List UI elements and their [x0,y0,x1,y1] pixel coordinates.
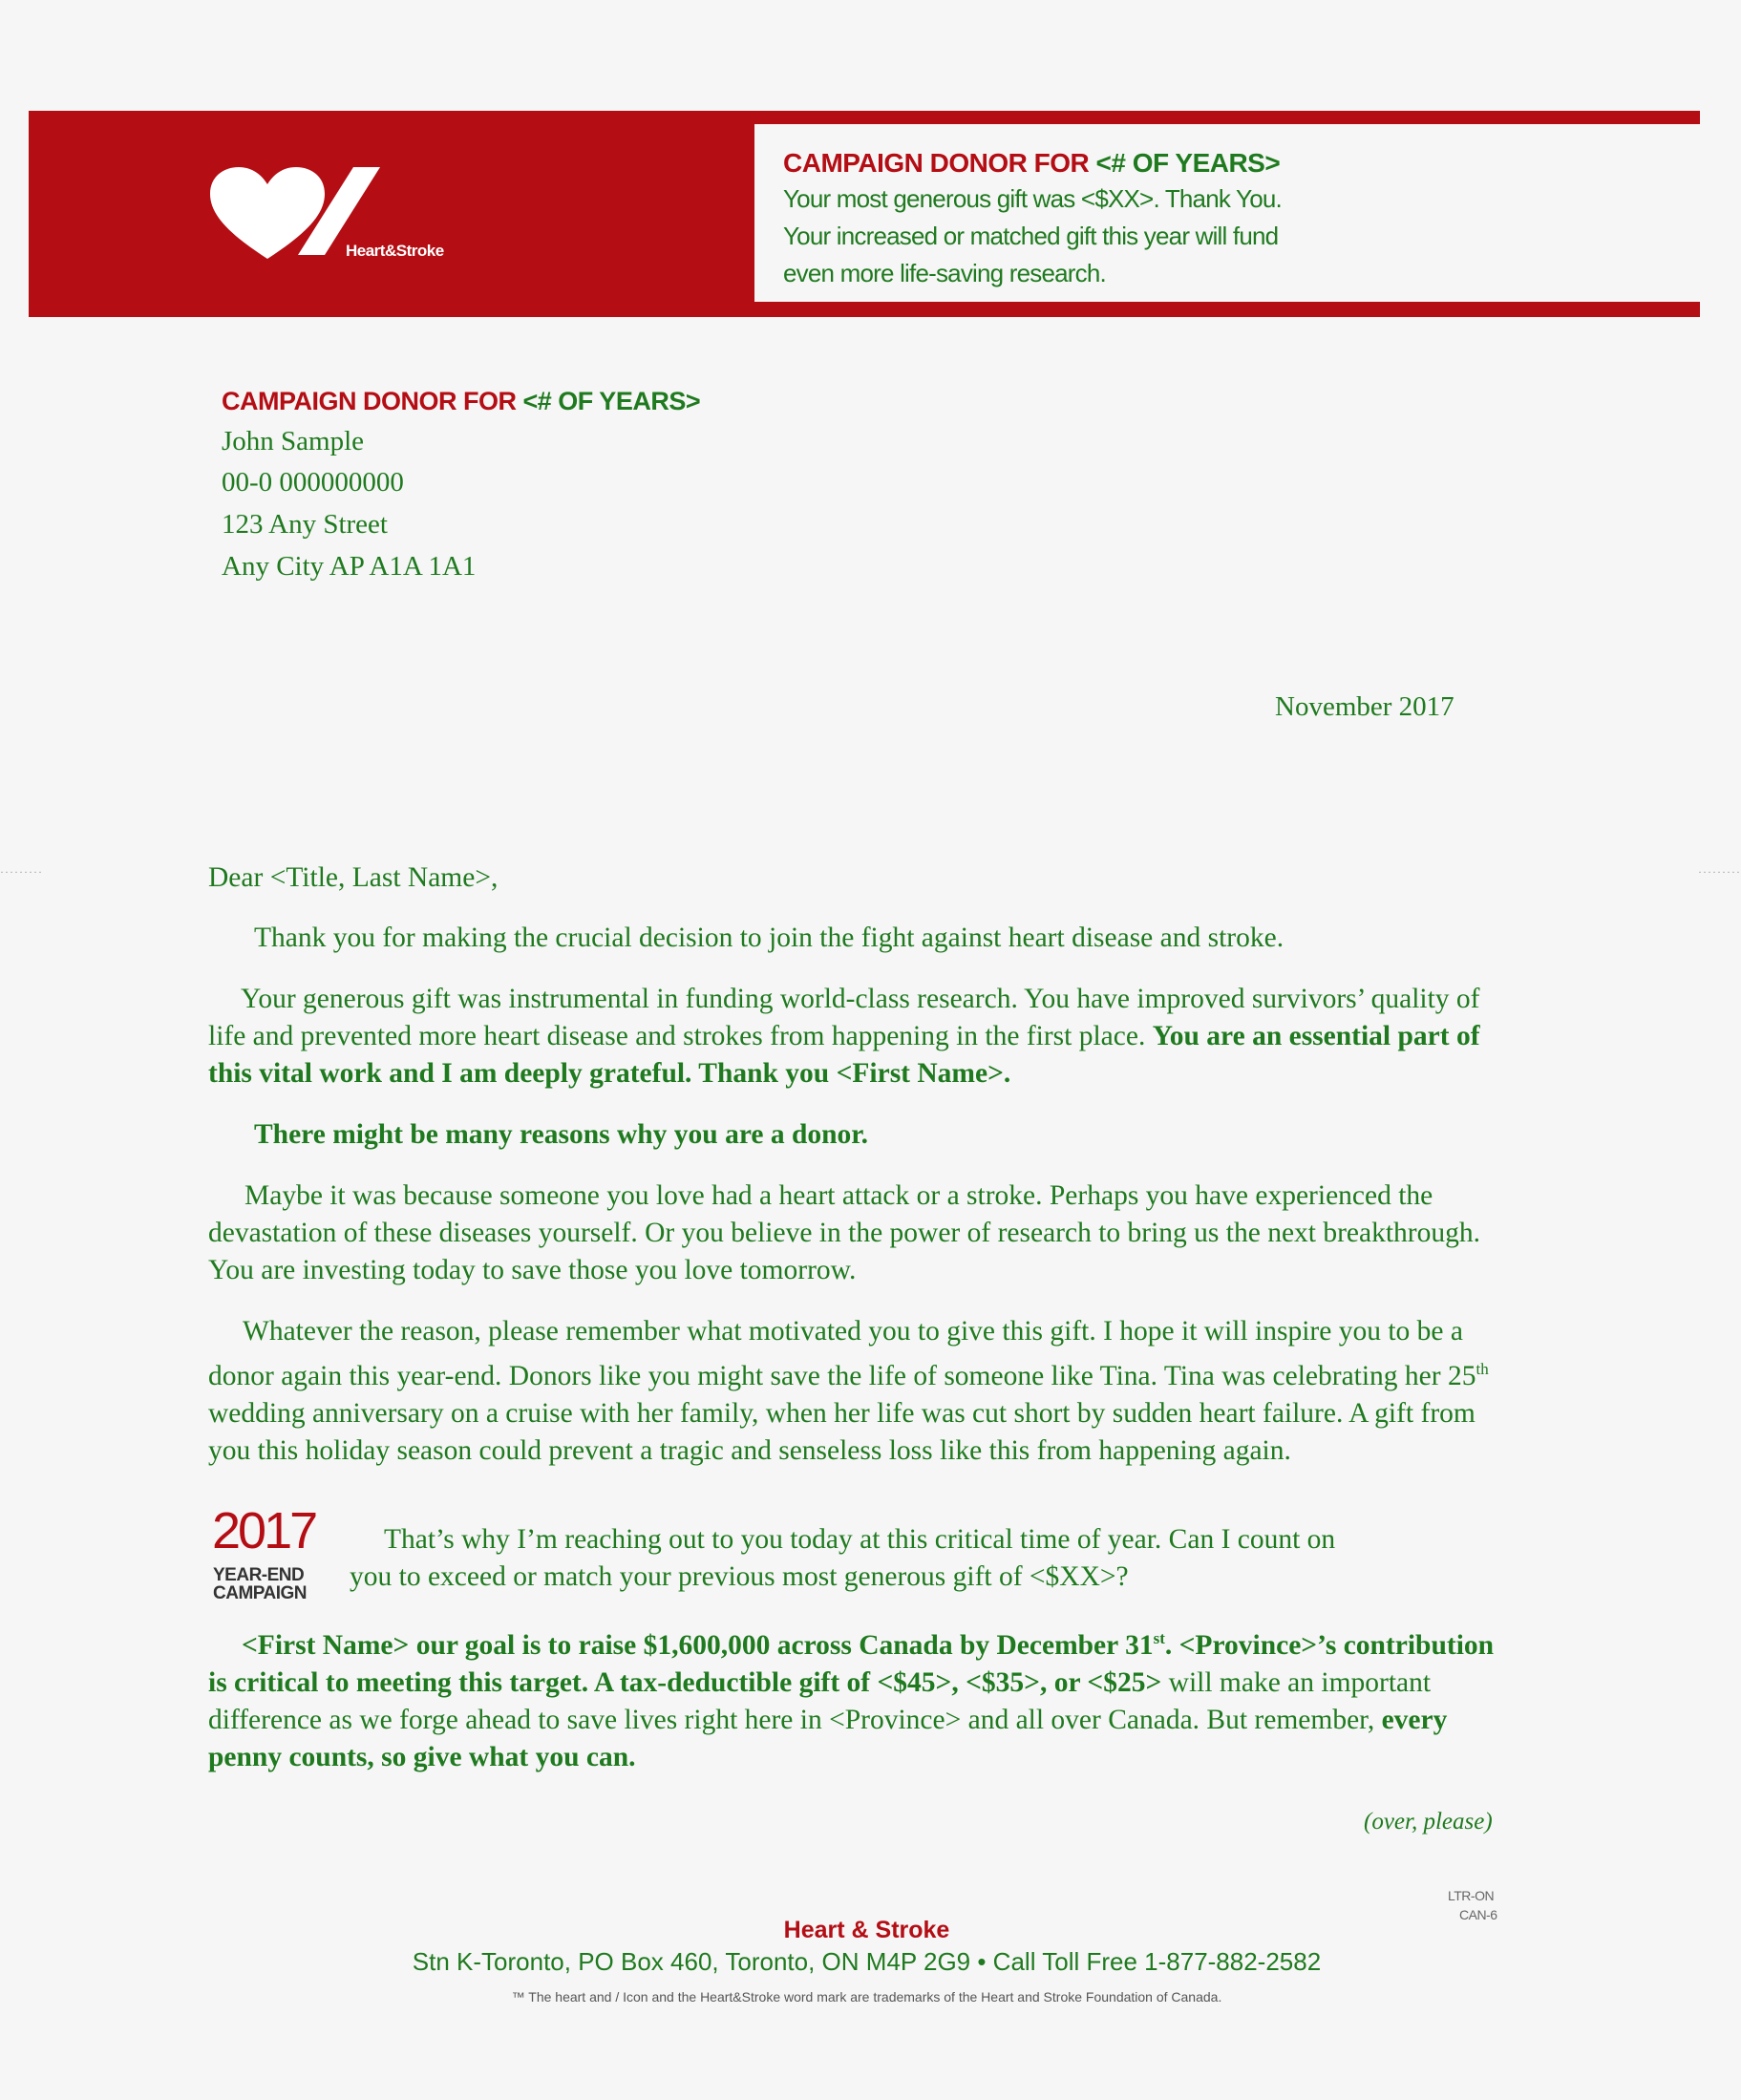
paragraph-7-bold-a: <First Name> our goal is to raise $1,600,000 across Canada by December 31 [242,1629,1154,1661]
letter-code-1: LTR-ON [1448,1888,1495,1903]
paragraph-2-text: Your generous gift was instrumental in funding world-class research. You have improved survivors’ quality of life and prevented more heart disease and strokes from happening in the first place. [208,984,1480,1051]
fold-mark-right: ········· [1698,865,1741,879]
address-street: 123 Any Street [222,509,388,540]
paragraph-7-bold-d: every penny counts, so give what you can. [208,1704,1448,1772]
campaign-badge-line-1: YEAR-END [213,1565,305,1585]
fold-mark-left: ········· [0,865,43,879]
paragraph-5 [208,1313,1517,1470]
paragraph-2 [208,981,1517,1092]
campaign-badge-year: 2017 [212,1502,316,1559]
campaign-badge-line-2: CAMPAIGN [213,1583,308,1603]
footer-org-name: Heart & Stroke [783,1917,950,1943]
brand-wordmark: Heart&Stroke [346,242,444,260]
paragraph-2-bold: You are an essential part of this vital work and I am deeply grateful. Thank you <First Name>. [208,1021,1480,1089]
address-name: John Sample [222,426,365,456]
paragraph-7 [208,1620,1517,1776]
over-please: (over, please) [1364,1809,1493,1835]
paragraph-6-line-1: That’s why I’m reaching out to you today at this critical time of year. Can I count on [384,1524,1336,1555]
paragraph-5-sup: th [1476,1360,1489,1378]
footer-address: Stn K-Toronto, PO Box 460, Toronto, ON M4P 2G9 • Call Toll Free 1-877-882-2582 [412,1947,1322,1976]
header-campaign-title [783,148,1280,179]
letter-code-2: CAN-6 [1459,1907,1497,1922]
header-line-1: Your most generous gift was <$XX>. Thank You. [783,184,1282,213]
paragraph-6-line-2: you to exceed or match your previous most generous gift of <$XX>? [350,1561,1129,1592]
paragraph-7-sup: st [1153,1629,1165,1647]
header-line-3: even more life-saving research. [783,259,1106,287]
letter-date: November 2017 [1275,691,1454,722]
header-campaign-years: <# OF YEARS> [1095,148,1281,178]
header-campaign-label: CAMPAIGN DONOR FOR [783,148,1090,178]
paragraph-1: Thank you for making the crucial decision to join the fight against heart disease and stroke. [254,923,1285,953]
footer-trademark: ™ The heart and / Icon and the Heart&Stroke word mark are trademarks of the Heart and Stroke Foundation of Canada. [511,1989,1222,2005]
paragraph-7-bold-b: . <Province>’s contribution is critical to meeting this target. A tax-deductible gift of <$45>, <$35>, or <$25> [208,1629,1495,1698]
salutation: Dear <Title, Last Name>, [208,862,499,893]
address-city: Any City AP A1A 1A1 [222,551,477,582]
header-line-2: Your increased or matched gift this year will fund [783,222,1279,250]
address-account: 00-0 000000000 [222,467,404,498]
address-campaign-title [222,387,700,416]
paragraph-4: Maybe it was because someone you love had a heart attack or a stroke. Perhaps you have experienced the devastation of these diseases yourself. Or you believe in the power of research to bring us the next breakthrough. You are investing today to save those you love tomorrow. [208,1180,1481,1285]
paragraph-7-text: will make an important difference as we forge ahead to save lives right here in <Province> and all over Canada. But remember, [208,1666,1432,1735]
paragraph-5-text-b: wedding anniversary on a cruise with her family, when her life was cut short by sudden heart failure. A gift from you this holiday season could prevent a tragic and senseless loss like this from happening again. [208,1397,1476,1466]
address-campaign-label: CAMPAIGN DONOR FOR [222,387,517,415]
paragraph-3: There might be many reasons why you are a donor. [254,1119,869,1150]
address-campaign-years: <# OF YEARS> [522,387,701,415]
paragraph-5-text-a: Whatever the reason, please remember what motivated you to give this gift. I hope it will inspire you to be a donor again this year-end. Donors like you might save the life of someone like Tina. Tina was celebrating her 25 [208,1316,1476,1391]
